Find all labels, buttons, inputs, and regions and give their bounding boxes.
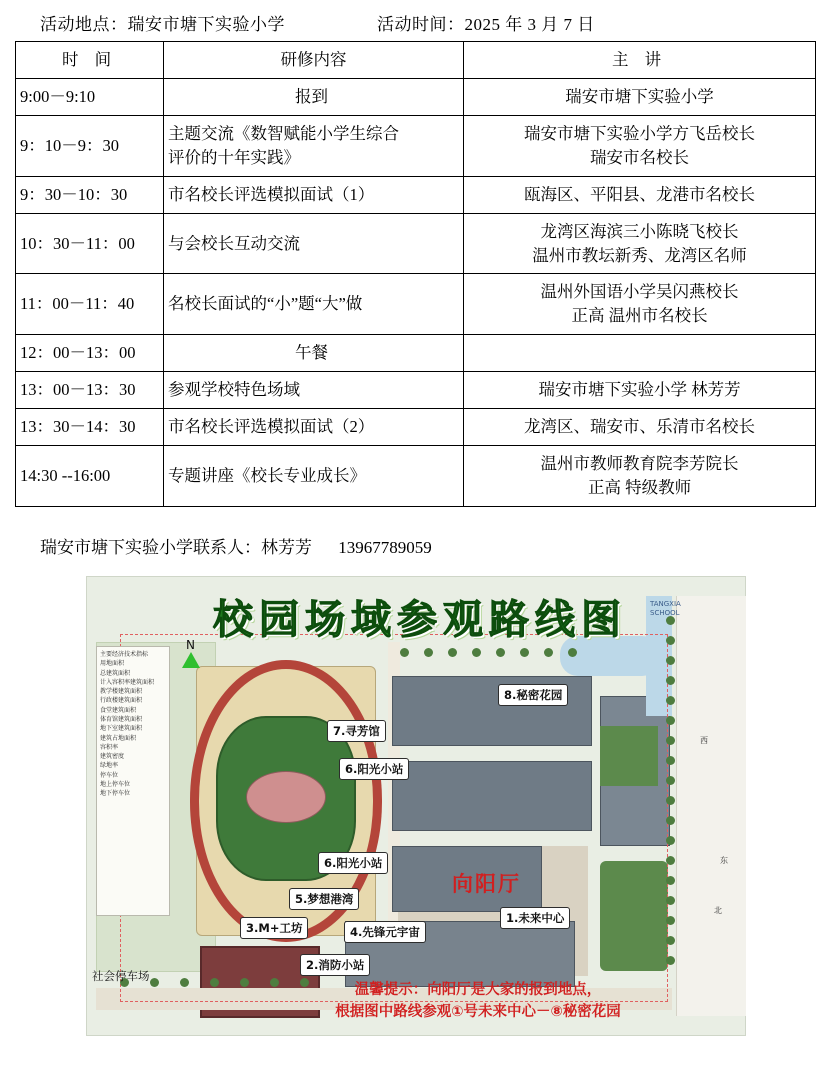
- map-tree: [666, 776, 675, 785]
- map-tip: [268, 980, 688, 1024]
- speaker-line-2: 温州市教坛新秀、龙湾区名师: [532, 245, 747, 265]
- map-tree: [666, 716, 675, 725]
- cell-speaker: 瑞安市塘下实验小学 林芳芳: [464, 372, 816, 409]
- contact-phone: 13967789059: [338, 537, 432, 557]
- map-tree: [666, 836, 675, 845]
- map-tree: [180, 978, 189, 987]
- cell-topic: [164, 115, 464, 176]
- schedule-table: [15, 41, 816, 507]
- map-tree: [568, 648, 577, 657]
- cell-time: 9：30－10：30: [16, 176, 164, 213]
- cell-time: 9：10－9：30: [16, 115, 164, 176]
- map-tree: [666, 896, 675, 905]
- map-tree: [472, 648, 481, 657]
- cell-topic: 名校长面试的“小”题“大”做: [164, 274, 464, 335]
- cell-topic: 专题讲座《校长专业成长》: [164, 446, 464, 507]
- cell-speaker: [464, 78, 816, 115]
- cell-topic: 午餐: [164, 335, 464, 372]
- column-header-time: 时 间: [16, 42, 164, 79]
- cell-speaker: [464, 446, 816, 507]
- map-tree: [666, 796, 675, 805]
- cell-speaker: [464, 335, 816, 372]
- map-marker-8[interactable]: 8.秘密花园: [498, 684, 568, 706]
- cell-speaker: 龙湾区、瑞安市、乐清市名校长: [464, 409, 816, 446]
- table-row: [16, 78, 816, 115]
- speaker-line-1: 龙湾区海滨三小陈晓飞校长: [540, 221, 739, 241]
- map-marker-3[interactable]: 3.M+工坊: [240, 917, 308, 939]
- map-tip-line-1: 温馨提示：向阳厅是大家的报到地点，: [354, 981, 602, 998]
- map-tree: [666, 876, 675, 885]
- map-direction-west: 西: [700, 735, 708, 745]
- map-tip-line-2: 根据图中路线参观①号未来中心－⑧秘密花园: [335, 1003, 621, 1020]
- column-header-speaker: 主 讲: [464, 42, 816, 79]
- map-tree: [424, 648, 433, 657]
- speaker-line-1: 瓯海区、平阳县、龙港市名校长: [524, 184, 755, 204]
- map-legend-text: 主要经济技术指标 用地面积 总建筑面积 计入容积率建筑面积 教学楼建筑面积 行政楼建筑面积 食堂建筑面积 体育馆建筑面积 地下室建筑面积 建筑占地面积 容积率 建筑密度 绿地率 停车位 地上停车位 地下停车位: [100, 650, 155, 798]
- map-marker-6-upper[interactable]: 6.阳光小站: [339, 758, 409, 780]
- speaker-line-2: 正高 温州市名校长: [571, 306, 708, 326]
- map-tree: [666, 676, 675, 685]
- speaker-line-2: 正高 特级教师: [587, 477, 692, 497]
- cell-topic: 报到: [164, 78, 464, 115]
- map-marker-1[interactable]: 1.未来中心: [500, 907, 570, 929]
- table-header-row: [16, 42, 816, 79]
- map-right-strip: [676, 596, 746, 1016]
- compass-label: N: [186, 637, 195, 652]
- cell-speaker: [464, 176, 816, 213]
- document-header: [0, 0, 831, 41]
- cell-speaker: [464, 274, 816, 335]
- contact-person: 瑞安市塘下实验小学联系人：林芳芳: [40, 537, 312, 557]
- map-direction-north: 北: [714, 905, 722, 915]
- event-place: 活动地点：瑞安市塘下实验小学: [40, 15, 285, 34]
- cell-time: 9:00－9:10: [16, 78, 164, 115]
- compass-arrow-icon: [182, 652, 200, 668]
- map-tree: [666, 936, 675, 945]
- map-parking-label: 社会停车场: [92, 968, 150, 983]
- map-tree: [666, 956, 675, 965]
- speaker-line-1: 温州市教师教育院李芳院长: [540, 454, 739, 474]
- cell-speaker: [464, 115, 816, 176]
- cell-time: 13：30－14：30: [16, 409, 164, 446]
- table-row: [16, 176, 816, 213]
- map-marker-2[interactable]: 2.消防小站: [300, 954, 370, 976]
- speaker-line-1: 温州外国语小学吴闪燕校长: [540, 282, 739, 302]
- table-row: [16, 335, 816, 372]
- table-row: [16, 115, 816, 176]
- speaker-line-2: 瑞安市名校长: [590, 147, 689, 167]
- cell-time: 12：00－13：00: [16, 335, 164, 372]
- map-tree: [666, 756, 675, 765]
- cell-topic: 市名校长评选模拟面试（1）: [164, 176, 464, 213]
- event-date: 活动时间：2025 年 3 月 7 日: [377, 15, 595, 34]
- table-row: [16, 409, 816, 446]
- cell-speaker: [464, 213, 816, 274]
- cell-topic: 参观学校特色场域: [164, 372, 464, 409]
- table-row: [16, 372, 816, 409]
- map-tree: [666, 696, 675, 705]
- topic-line-2: 评价的十年实践》: [168, 147, 300, 167]
- map-marker-5[interactable]: 5.梦想港湾: [289, 888, 359, 910]
- map-route-boundary: [120, 634, 668, 1002]
- cell-time: 10：30－11：00: [16, 213, 164, 274]
- table-row: [16, 446, 816, 507]
- cell-topic: 市名校长评选模拟面试（2）: [164, 409, 464, 446]
- cell-time: 11：00－11：40: [16, 274, 164, 335]
- map-tree: [448, 648, 457, 657]
- cell-time: 13：00－13：30: [16, 372, 164, 409]
- column-header-topic: 研修内容: [164, 42, 464, 79]
- map-tree: [666, 736, 675, 745]
- contact-line: [40, 533, 831, 558]
- map-marker-4[interactable]: 4.先锋元宇宙: [344, 921, 426, 943]
- speaker-line-1: 瑞安市塘下实验小学方飞岳校长: [524, 123, 755, 143]
- map-hall-label: 向阳厅: [452, 871, 521, 896]
- map-tree: [544, 648, 553, 657]
- map-tree: [496, 648, 505, 657]
- map-tree: [400, 648, 409, 657]
- map-tree: [520, 648, 529, 657]
- speaker-line-1: 瑞安市塘下实验小学: [565, 86, 714, 106]
- map-tree: [666, 656, 675, 665]
- map-tree: [666, 916, 675, 925]
- map-marker-6[interactable]: 6.阳光小站: [318, 852, 388, 874]
- map-corner-note: TANGXIA SCHOOL: [650, 599, 681, 617]
- map-title: 校园场域参观路线图: [213, 596, 627, 643]
- map-marker-7[interactable]: 7.寻芳馆: [327, 720, 386, 742]
- map-tree: [240, 978, 249, 987]
- map-tree: [666, 856, 675, 865]
- campus-map: [0, 576, 831, 1036]
- table-row: [16, 213, 816, 274]
- cell-topic: 与会校长互动交流: [164, 213, 464, 274]
- cell-time: 14:30 --16:00: [16, 446, 164, 507]
- table-row: [16, 274, 816, 335]
- map-tree: [150, 978, 159, 987]
- map-tree: [210, 978, 219, 987]
- map-direction-east: 东: [720, 855, 728, 865]
- topic-line-1: 主题交流《数智赋能小学生综合: [168, 123, 399, 143]
- map-tree: [666, 816, 675, 825]
